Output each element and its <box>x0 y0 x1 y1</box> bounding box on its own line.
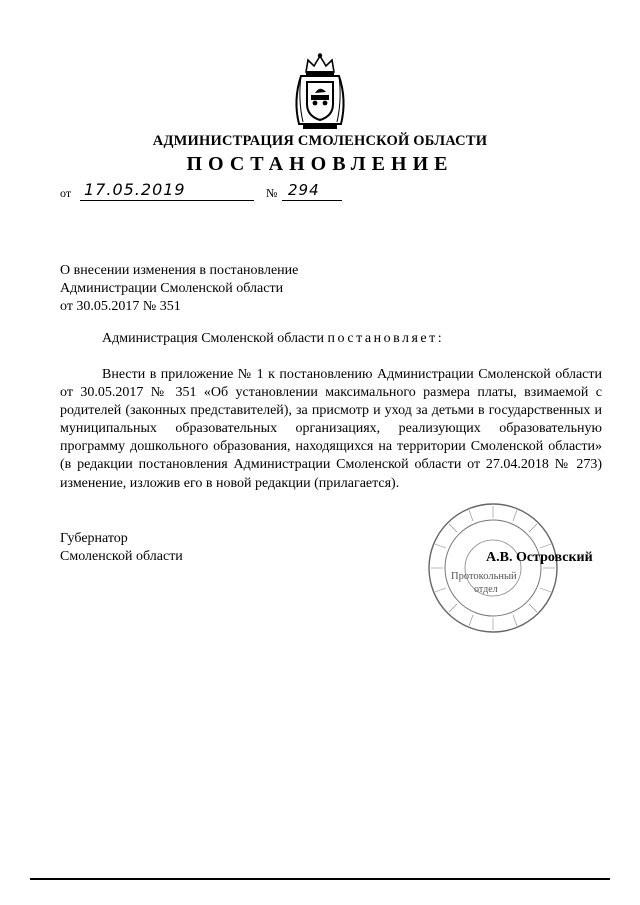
official-stamp <box>425 500 561 636</box>
decree-body-paragraph: Внести в приложение № 1 к постановлению Администрации Смоленской области от 30.05.2017 № 351 «Об установлении максимального размера платы, взимаемой с родителей (законных представителей), за присмотр и уход за детьми в государственных и муниципальных образовательных организациях, реализующих образовательную программу дошкольного образования, находящихся на территории Смоленской области» (в редакции постановления Администрации Смоленской области от 27.04.2018 № 273) изменение, изложив его в новой редакции (прилагается). <box>60 367 602 491</box>
stamp-inner-text-1: Протокольный <box>451 571 517 582</box>
signer-name: А.В. Островский <box>486 550 593 565</box>
stamp-inner-text-2: отдел <box>474 584 498 595</box>
subject-line-3: от 30.05.2017 № 351 <box>60 299 181 314</box>
signer-title-line-2: Смоленской области <box>60 549 183 564</box>
signer-title <box>60 530 183 566</box>
handwritten-number: 294 <box>282 180 342 201</box>
date-number-line <box>60 180 320 206</box>
smolensk-coat-of-arms-icon <box>289 52 351 132</box>
document-subject <box>60 262 360 316</box>
handwritten-date: 17.05.2019 <box>80 180 254 201</box>
organization-name: АДМИНИСТРАЦИЯ СМОЛЕНСКОЙ ОБЛАСТИ <box>152 133 488 149</box>
subject-line-1: О внесении изменения в постановление <box>60 263 299 278</box>
decree-intro <box>102 331 444 347</box>
decree-intro-subject: Администрация Смоленской области <box>102 331 325 346</box>
document-type-title: ПОСТАНОВЛЕНИЕ <box>186 153 454 175</box>
number-label: № <box>266 186 278 200</box>
subject-line-2: Администрации Смоленской области <box>60 281 284 296</box>
date-prefix: от <box>60 186 72 200</box>
footer-divider <box>30 878 610 880</box>
decree-intro-verb: постановляет: <box>327 331 445 346</box>
signer-title-line-1: Губернатор <box>60 531 128 546</box>
